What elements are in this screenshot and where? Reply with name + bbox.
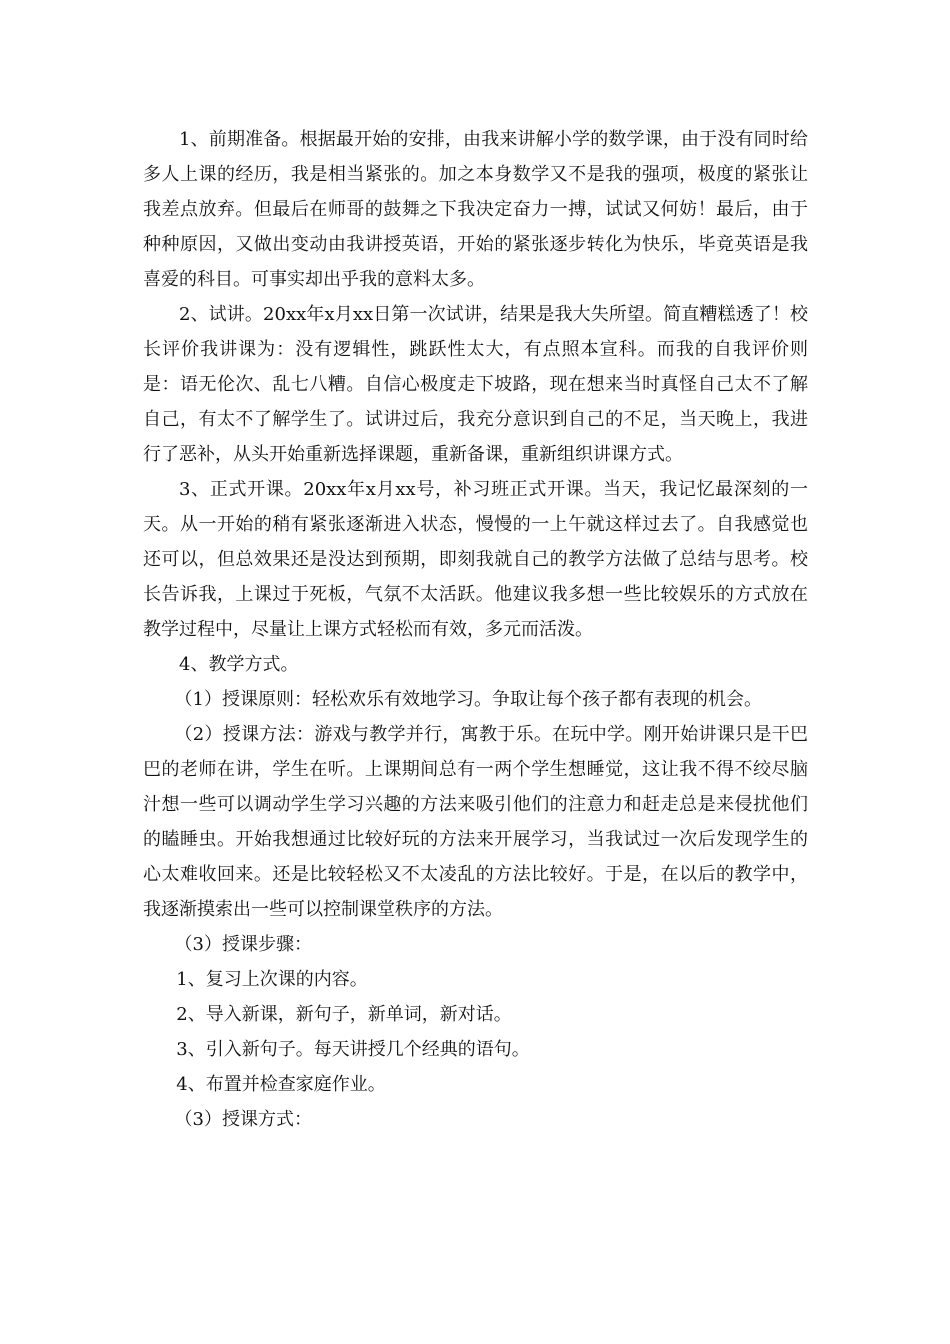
paragraph-preparation: 1、前期准备。根据最开始的安排，由我来讲解小学的数学课，由于没有同时给多人上课的经历，我是相当紧张的。加之本身数学又不是我的强项，极度的紧张让我差点放弃。但最后在师哥的鼓舞之下我决定奋力一搏，试试又何妨！最后，由于种种原因，又做出变动由我讲授英语，开始的紧张逐步转化为快乐，毕竟英语是我喜爱的科目。可事实却出乎我的意料太多。	[143, 129, 808, 290]
paragraph-trial-lecture: 2、试讲。20xx年x月xx日第一次试讲，结果是我大失所望。简直糟糕透了！校长评价我讲课为：没有逻辑性，跳跃性太大，有点照本宣科。而我的自我评价则是：语无伦次、乱七八糟。自信心极度走下坡路，现在想来当时真怪自己太不了解自己，有太不了解学生了。试讲过后，我充分意识到自己的不足，当天晚上，我进行了恶补，从头开始重新选择课题，重新备课，重新组织讲课方式。	[143, 304, 808, 465]
paragraph-teaching-approach: （2）授课方法：游戏与教学并行，寓教于乐。在玩中学。刚开始讲课只是干巴巴的老师在讲，学生在听。上课期间总有一两个学生想睡觉，这让我不得不绞尽脑汁想一些可以调动学生学习兴趣的方法来吸引他们的注意力和赶走总是来侵扰他们的瞌睡虫。开始我想通过比较好玩的方法来开展学习，当我试过一次后发现学生的心太难收回来。还是比较轻松又不太凌乱的方法比较好。于是，在以后的教学中，我逐渐摸索出一些可以控制课堂秩序的方法。	[143, 724, 808, 920]
list-item-step-1: 1、复习上次课的内容。	[176, 969, 368, 990]
paragraph-teaching-steps-heading: （3）授课步骤：	[174, 934, 312, 955]
list-item-step-2: 2、导入新课，新句子，新单词，新对话。	[176, 1004, 512, 1025]
paragraph-teaching-form-heading: （3）授课方式：	[174, 1109, 312, 1130]
document-page	[143, 122, 808, 1137]
paragraph-teaching-method-heading: 4、教学方式。	[179, 654, 299, 675]
paragraph-official-start: 3、正式开课。20xx年x月xx号，补习班正式开课。当天，我记忆最深刻的一天。从一开始的稍有紧张逐渐进入状态，慢慢的一上午就这样过去了。自我感觉也还可以，但总效果还是没达到预期，即刻我就自己的教学方法做了总结与思考。校长告诉我，上课过于死板，气氛不太活跃。他建议我多想一些比较娱乐的方式放在教学过程中，尽量让上课方式轻松而有效，多元而活泼。	[143, 479, 808, 640]
list-item-step-4: 4、布置并检查家庭作业。	[176, 1074, 386, 1095]
list-item-step-3: 3、引入新句子。每天讲授几个经典的语句。	[176, 1039, 530, 1060]
paragraph-teaching-principle: （1）授课原则：轻松欢乐有效地学习。争取让每个孩子都有表现的机会。	[174, 689, 762, 710]
